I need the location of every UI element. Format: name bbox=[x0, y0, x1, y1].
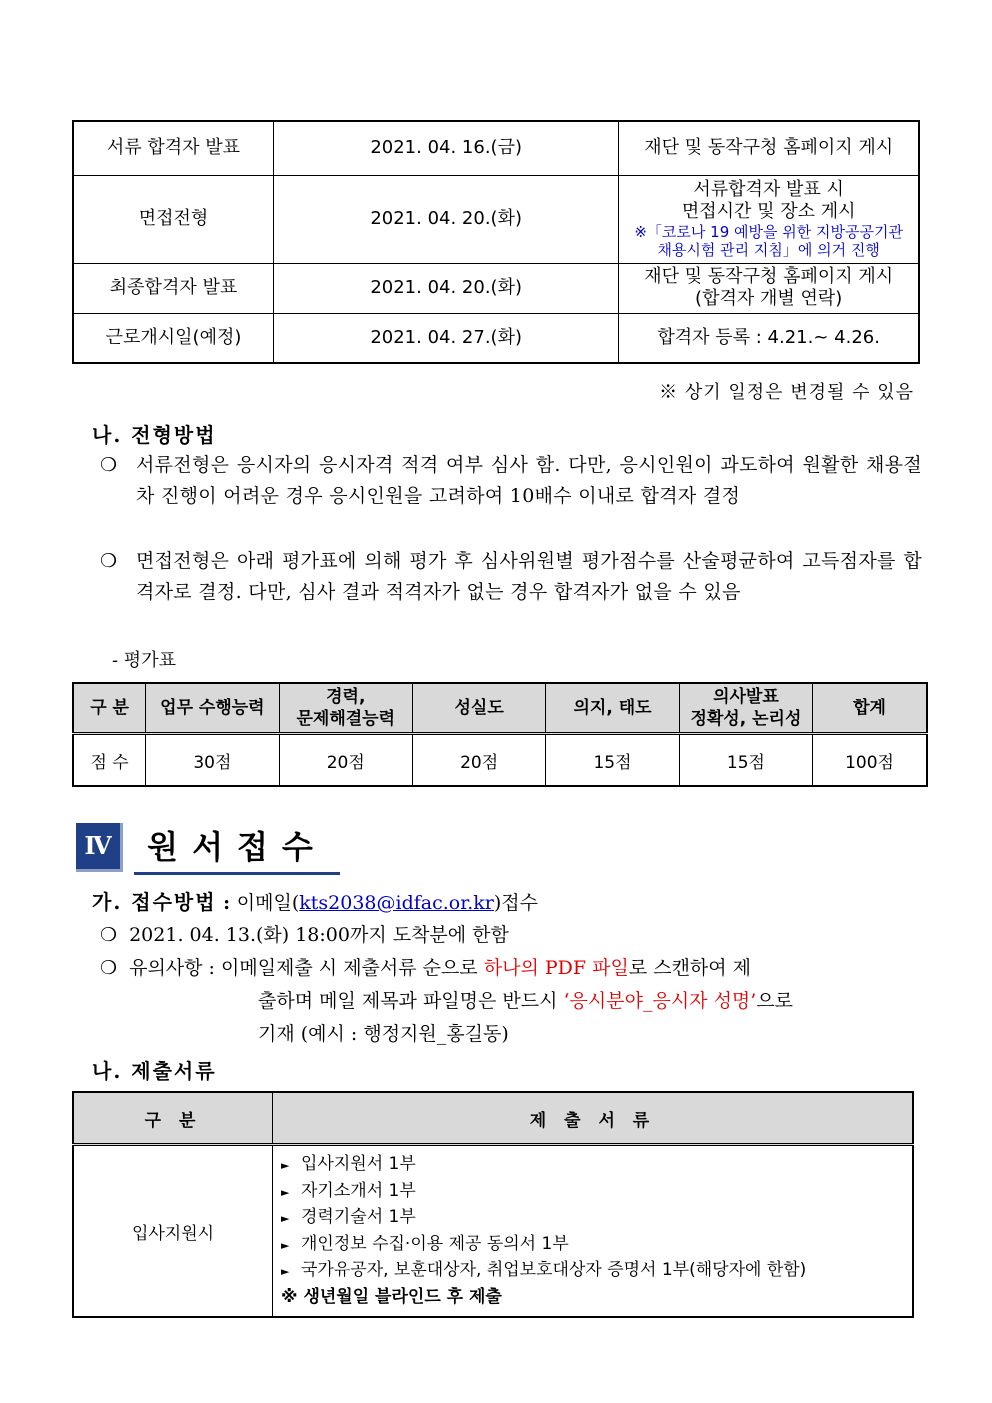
category-cell: 입사지원시 bbox=[73, 1145, 273, 1318]
circle-bullet-icon: ❍ bbox=[100, 924, 118, 946]
evaluation-table bbox=[72, 682, 928, 787]
documents-header-row bbox=[73, 1092, 913, 1145]
score-cell: 15점 bbox=[546, 734, 679, 787]
list-item bbox=[281, 1205, 912, 1232]
selection-heading: 나. 전형방법 bbox=[92, 423, 217, 447]
list-item bbox=[281, 1232, 912, 1259]
deadline-text: 2021. 04. 13.(화) 18:00까지 도착분에 한함 bbox=[129, 924, 509, 946]
score-cell: 30점 bbox=[146, 734, 279, 787]
schedule-row bbox=[73, 175, 919, 263]
caution-highlight: ‘응시분야_응시자 성명’ bbox=[563, 990, 757, 1012]
note-line: 재단 및 동작구청 홈페이지 게시 bbox=[644, 266, 894, 287]
header-cell: 업무 수행능력 bbox=[146, 683, 279, 734]
schedule-footnote: ※ 상기 일정은 변경될 수 있음 bbox=[659, 382, 914, 403]
schedule-row bbox=[73, 313, 919, 363]
row-label: 점 수 bbox=[73, 734, 146, 787]
note-cell bbox=[619, 175, 919, 263]
circle-bullet-icon: ❍ bbox=[100, 957, 118, 979]
caution-text: 으로 bbox=[756, 990, 794, 1012]
list-item bbox=[281, 1258, 912, 1285]
evaluation-header-row bbox=[73, 683, 927, 734]
documents-table bbox=[72, 1091, 914, 1318]
circle-bullet-icon: ❍ bbox=[100, 550, 118, 572]
documents-heading: 나. 제출서류 bbox=[92, 1059, 217, 1083]
schedule-row bbox=[73, 121, 919, 175]
caution-line bbox=[258, 986, 793, 1013]
score-cell: 100점 bbox=[813, 734, 927, 787]
covid-note: ※「코로나 19 예방을 위한 지방공공기관 bbox=[634, 223, 903, 241]
triangle-bullet-icon: ► bbox=[281, 1212, 290, 1225]
document-name: 경력기술서 1부 bbox=[301, 1207, 416, 1227]
documents-list-cell bbox=[273, 1145, 914, 1318]
header-cell: 합계 bbox=[813, 683, 927, 734]
caution-line bbox=[100, 953, 751, 980]
caution-label: 유의사항 : bbox=[129, 957, 221, 979]
stage-cell: 최종합격자 발표 bbox=[73, 263, 274, 313]
method-suffix: )접수 bbox=[493, 892, 538, 914]
note-cell: 재단 및 동작구청 홈페이지 게시 bbox=[619, 121, 919, 175]
evaluation-score-row bbox=[73, 734, 927, 787]
section-number-badge: Ⅳ bbox=[76, 823, 123, 872]
header-cell: 의지, 태도 bbox=[546, 683, 679, 734]
date-cell: 2021. 04. 27.(화) bbox=[274, 313, 619, 363]
date-cell: 2021. 04. 16.(금) bbox=[274, 121, 619, 175]
header-cell: 구 분 bbox=[73, 1092, 273, 1145]
eval-table-label: - 평가표 bbox=[112, 650, 176, 671]
caution-text: 출하며 메일 제목과 파일명은 반드시 bbox=[258, 990, 564, 1012]
document-name: 국가유공자, 보훈대상자, 취업보호대상자 증명서 1부(해당자에 한함) bbox=[301, 1260, 807, 1280]
list-item bbox=[281, 1152, 912, 1179]
score-cell: 15점 bbox=[679, 734, 812, 787]
method-label: 가. 접수방법 bbox=[92, 890, 217, 914]
selection-text: 서류전형은 응시자의 응시자격 적격 여부 심사 함. 다만, 응시인원이 과도하여 원활한 채용절차 진행이 어려운 경우 응시인원을 고려하여 10배수 이내로 합격자 결정 bbox=[136, 454, 922, 507]
note-line: 면접시간 및 장소 게시 bbox=[681, 201, 856, 222]
covid-note: 채용시험 관리 지침」에 의거 진행 bbox=[657, 241, 880, 259]
note-cell bbox=[619, 263, 919, 313]
stage-cell: 서류 합격자 발표 bbox=[73, 121, 274, 175]
circle-bullet-icon: ❍ bbox=[100, 454, 118, 476]
caution-text: 기재 (예시 : 행정지원_홍길동) bbox=[258, 1023, 509, 1045]
method-colon: : bbox=[216, 892, 237, 914]
date-cell: 2021. 04. 20.(화) bbox=[274, 263, 619, 313]
email-link[interactable]: kts2038@idfac.or.kr bbox=[299, 892, 494, 914]
header-cell: 경력, 문제해결능력 bbox=[279, 683, 412, 734]
note-line: 서류합격자 발표 시 bbox=[693, 179, 844, 200]
list-item bbox=[281, 1179, 912, 1206]
header-cell: 구 분 bbox=[73, 683, 146, 734]
note-cell: 합격자 등록 : 4.21.~ 4.26. bbox=[619, 313, 919, 363]
caution-highlight: 하나의 PDF 파일 bbox=[483, 957, 629, 979]
score-cell: 20점 bbox=[279, 734, 412, 787]
selection-item bbox=[100, 450, 922, 512]
section-title: 원서접수 bbox=[134, 822, 340, 875]
warning-item: ※ 생년월일 블라인드 후 제출 bbox=[281, 1286, 502, 1307]
header-cell: 의사발표 정확성, 논리성 bbox=[679, 683, 812, 734]
triangle-bullet-icon: ► bbox=[281, 1265, 290, 1278]
caution-line bbox=[258, 1019, 509, 1046]
deadline-line bbox=[100, 920, 509, 947]
documents-row bbox=[73, 1145, 913, 1318]
caution-text: 이메일제출 시 제출서류 순으로 bbox=[221, 957, 484, 979]
documents-list bbox=[273, 1146, 912, 1316]
header-cell: 성실도 bbox=[412, 683, 545, 734]
method-line bbox=[92, 886, 538, 915]
triangle-bullet-icon: ► bbox=[281, 1159, 290, 1172]
triangle-bullet-icon: ► bbox=[281, 1185, 290, 1199]
date-cell: 2021. 04. 20.(화) bbox=[274, 175, 619, 263]
document-name: 자기소개서 1부 bbox=[301, 1180, 416, 1201]
schedule-table bbox=[72, 120, 920, 364]
caution-text: 로 스캔하여 제 bbox=[628, 957, 752, 979]
stage-cell: 면접전형 bbox=[73, 175, 274, 263]
triangle-bullet-icon: ► bbox=[281, 1238, 290, 1252]
header-cell: 제 출 서 류 bbox=[273, 1092, 914, 1145]
score-cell: 20점 bbox=[412, 734, 545, 787]
note-line: (합격자 개별 연락) bbox=[695, 288, 843, 309]
document-name: 입사지원서 1부 bbox=[301, 1154, 416, 1174]
schedule-row bbox=[73, 263, 919, 313]
selection-text: 면접전형은 아래 평가표에 의해 평가 후 심사위원별 평가점수를 산술평균하여 고득점자를 합격자로 결정. 다만, 심사 결과 적격자가 없는 경우 합격자가 없을 수 있음 bbox=[136, 550, 922, 603]
selection-item bbox=[100, 546, 922, 608]
stage-cell: 근로개시일(예정) bbox=[73, 313, 274, 363]
document-name: 개인정보 수집·이용 제공 동의서 1부 bbox=[301, 1233, 569, 1254]
method-prefix: 이메일( bbox=[236, 892, 300, 914]
